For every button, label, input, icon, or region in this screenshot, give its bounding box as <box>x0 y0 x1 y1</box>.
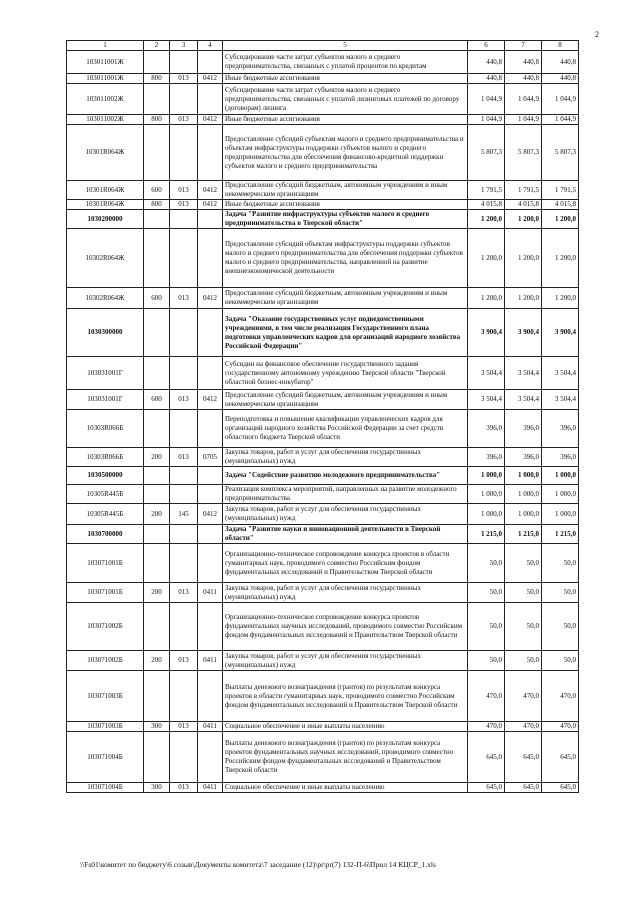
cell-value-1: 50,0 <box>468 544 505 583</box>
cell-dept: 013 <box>170 583 198 603</box>
cell-value-1: 440,8 <box>468 74 505 84</box>
cell-value-1: 3 900,4 <box>468 309 505 357</box>
table-row <box>67 525 579 544</box>
cell-section <box>198 525 223 544</box>
cell-code: 1030300000 <box>67 309 144 357</box>
cell-description: Предоставление субсидий объектам инфраструктуры поддержки субъектов малого и среднего предпринимательства для обеспечения поддержки субъектов малого и среднего предпринимательства, направленной на развитие внешнеэкономической деятельности <box>223 229 468 288</box>
cell-value-2: 440,8 <box>505 74 542 84</box>
table-row <box>67 671 579 722</box>
cell-description: Иные бюджетные ассигнования <box>223 115 468 125</box>
column-header: 3 <box>170 41 198 51</box>
cell-dept <box>170 357 198 390</box>
cell-value-3: 440,8 <box>542 51 579 74</box>
table-row <box>67 309 579 357</box>
cell-value-1: 645,0 <box>468 783 505 793</box>
table-row <box>67 51 579 74</box>
cell-code: 10305R445Б <box>67 485 144 504</box>
cell-dept <box>170 309 198 357</box>
cell-value-1: 1 000,0 <box>468 485 505 504</box>
cell-section <box>198 210 223 229</box>
cell-value-2: 1 200,0 <box>505 210 542 229</box>
cell-description: Закупка товаров, работ и услуг для обеспечения государственных (муниципальных) нужд <box>223 504 468 525</box>
cell-type: 200 <box>144 448 170 467</box>
table-row <box>67 448 579 467</box>
cell-value-1: 50,0 <box>468 651 505 671</box>
table-row <box>67 603 579 651</box>
cell-code: 103071004Б <box>67 732 144 783</box>
cell-code: 103071003Б <box>67 722 144 732</box>
cell-section: 0412 <box>198 74 223 84</box>
cell-code: 103031001Г <box>67 357 144 390</box>
cell-dept <box>170 485 198 504</box>
cell-code: 103011001Ж <box>67 51 144 74</box>
cell-value-3: 1 200,0 <box>542 229 579 288</box>
cell-section <box>198 229 223 288</box>
cell-type: 800 <box>144 115 170 125</box>
cell-value-3: 1 000,0 <box>542 504 579 525</box>
table-row <box>67 229 579 288</box>
cell-value-2: 645,0 <box>505 732 542 783</box>
cell-value-2: 396,0 <box>505 448 542 467</box>
table-row <box>67 732 579 783</box>
cell-code: 103071004Б <box>67 783 144 793</box>
cell-value-2: 50,0 <box>505 544 542 583</box>
budget-table <box>66 40 579 793</box>
cell-value-3: 3 504,4 <box>542 357 579 390</box>
cell-value-3: 1 215,0 <box>542 525 579 544</box>
cell-description: Организационно-техническое сопровождение конкурса проектов фундаментальных научных исследований, проводимого совместно Российским фондом фундаментальных исследований и Правительством Тверской области <box>223 603 468 651</box>
cell-code: 10303R066Б <box>67 410 144 448</box>
cell-value-2: 1 000,0 <box>505 485 542 504</box>
cell-value-1: 3 504,4 <box>468 357 505 390</box>
table-row <box>67 288 579 309</box>
cell-section: 0412 <box>198 181 223 200</box>
table-row <box>67 504 579 525</box>
cell-dept: 013 <box>170 181 198 200</box>
cell-section <box>198 485 223 504</box>
cell-value-3: 1 200,0 <box>542 288 579 309</box>
cell-value-1: 645,0 <box>468 732 505 783</box>
cell-value-2: 3 504,4 <box>505 390 542 410</box>
cell-value-2: 4 015,8 <box>505 200 542 210</box>
cell-description: Задача "Оказание государственных услуг подведомственными учреждениями, в том числе реализация Государственного плана подготовки управленческих кадров для организаций народного хозяйства Российской Федерации" <box>223 309 468 357</box>
cell-type <box>144 51 170 74</box>
table-row <box>67 181 579 200</box>
cell-value-3: 1 791,5 <box>542 181 579 200</box>
table-row <box>67 485 579 504</box>
cell-dept <box>170 544 198 583</box>
cell-code: 10301R064Ж <box>67 181 144 200</box>
cell-type <box>144 410 170 448</box>
cell-description: Предоставление субсидий бюджетным, автономным учреждениям и иным некоммерческим организациям <box>223 181 468 200</box>
cell-value-3: 396,0 <box>542 448 579 467</box>
cell-type <box>144 485 170 504</box>
cell-code: 10301R064Ж <box>67 200 144 210</box>
cell-section: 0705 <box>198 448 223 467</box>
cell-value-2: 1 044,9 <box>505 84 542 115</box>
cell-type: 800 <box>144 74 170 84</box>
cell-value-3: 470,0 <box>542 671 579 722</box>
cell-section <box>198 410 223 448</box>
cell-type: 200 <box>144 583 170 603</box>
cell-description: Задача "Содействие развитию молодежного предпринимательства" <box>223 467 468 485</box>
cell-value-1: 50,0 <box>468 603 505 651</box>
cell-value-3: 1 000,0 <box>542 467 579 485</box>
cell-type <box>144 544 170 583</box>
cell-type: 300 <box>144 722 170 732</box>
table-row <box>67 210 579 229</box>
cell-value-3: 50,0 <box>542 583 579 603</box>
cell-section: 0412 <box>198 390 223 410</box>
file-path-footer: \\Fs01\комитет по бюджету\6 созыв\Документы комитета\7 заседание (12)\pr\pr(7) 132-П-6\Прил 14 КЦСР_1.xls <box>80 860 436 869</box>
cell-type <box>144 210 170 229</box>
cell-section: 0411 <box>198 722 223 732</box>
cell-code: 103071002Б <box>67 651 144 671</box>
cell-value-1: 1 200,0 <box>468 229 505 288</box>
cell-description: Закупка товаров, работ и услуг для обеспечения государственных (муниципальных) нужд <box>223 583 468 603</box>
cell-value-2: 1 200,0 <box>505 288 542 309</box>
cell-value-3: 1 044,9 <box>542 115 579 125</box>
cell-value-3: 3 900,4 <box>542 309 579 357</box>
cell-type <box>144 467 170 485</box>
cell-section <box>198 603 223 651</box>
cell-description: Предоставление субсидий бюджетным, автономным учреждениям и иным некоммерческим организациям <box>223 390 468 410</box>
cell-description: Иные бюджетные ассигнования <box>223 74 468 84</box>
cell-section <box>198 51 223 74</box>
cell-dept <box>170 51 198 74</box>
cell-value-3: 50,0 <box>542 651 579 671</box>
cell-section <box>198 125 223 181</box>
table-row <box>67 125 579 181</box>
cell-description: Задача "Развитие инфраструктуры субъектов малого и среднего предпринимательства в Тверской области" <box>223 210 468 229</box>
cell-value-1: 1 791,5 <box>468 181 505 200</box>
cell-description: Субсидирование части затрат субъектов малого и среднего предпринимательства, связанных с уплатой лизинговых платежей по договору (договорам) лизинга <box>223 84 468 115</box>
cell-code: 10303R066Б <box>67 448 144 467</box>
cell-section: 0412 <box>198 288 223 309</box>
cell-value-1: 396,0 <box>468 410 505 448</box>
cell-type: 800 <box>144 200 170 210</box>
cell-value-1: 1 215,0 <box>468 525 505 544</box>
cell-dept <box>170 732 198 783</box>
cell-value-2: 1 791,5 <box>505 181 542 200</box>
cell-section: 0412 <box>198 200 223 210</box>
cell-dept <box>170 603 198 651</box>
cell-value-2: 440,8 <box>505 51 542 74</box>
cell-value-2: 1 000,0 <box>505 467 542 485</box>
cell-value-2: 1 044,9 <box>505 115 542 125</box>
cell-value-1: 1 000,0 <box>468 467 505 485</box>
cell-dept <box>170 125 198 181</box>
cell-section: 0412 <box>198 115 223 125</box>
cell-code: 103071003Б <box>67 671 144 722</box>
cell-value-2: 50,0 <box>505 583 542 603</box>
cell-dept <box>170 84 198 115</box>
cell-value-3: 4 015,8 <box>542 200 579 210</box>
column-header: 7 <box>505 41 542 51</box>
cell-description: Субсидии на финансовое обеспечение государственного задания государственному автономному учреждению Тверской области "Тверской областной бизнес-инкубатор" <box>223 357 468 390</box>
cell-dept: 013 <box>170 390 198 410</box>
cell-value-2: 5 807,3 <box>505 125 542 181</box>
cell-code: 103011002Ж <box>67 84 144 115</box>
cell-type <box>144 671 170 722</box>
cell-section <box>198 544 223 583</box>
cell-type: 600 <box>144 390 170 410</box>
cell-value-3: 3 504,4 <box>542 390 579 410</box>
cell-dept: 013 <box>170 783 198 793</box>
cell-value-3: 1 000,0 <box>542 485 579 504</box>
cell-value-2: 50,0 <box>505 651 542 671</box>
cell-value-1: 50,0 <box>468 583 505 603</box>
cell-description: Субсидирование части затрат субъектов малого и среднего предпринимательства, связанных с уплатой процентов по кредитам <box>223 51 468 74</box>
table-row <box>67 115 579 125</box>
cell-value-1: 1 044,9 <box>468 115 505 125</box>
cell-description: Выплаты денежного вознаграждения (грантов) по результатам конкурса проектов в области гуманитарных наук, проводимого совместно Российским фондом фундаментальных исследований и Правительством Тверской области <box>223 671 468 722</box>
cell-type <box>144 229 170 288</box>
cell-description: Социальное обеспечение и иные выплаты населению <box>223 722 468 732</box>
cell-description: Выплаты денежного вознаграждения (грантов) по результатам конкурса проектов фундаментальных научных исследований, проводимого совместно Российским фондом фундаментальных исследований и Правительством Тверской области <box>223 732 468 783</box>
cell-code: 1030200000 <box>67 210 144 229</box>
column-header: 5 <box>223 41 468 51</box>
cell-section: 0411 <box>198 651 223 671</box>
cell-code: 10302R064Ж <box>67 288 144 309</box>
cell-value-1: 1 044,9 <box>468 84 505 115</box>
cell-description: Предоставление субсидий бюджетным, автономным учреждениям и иным некоммерческим организациям <box>223 288 468 309</box>
table-row <box>67 84 579 115</box>
cell-code: 10302R064Ж <box>67 229 144 288</box>
cell-code: 10301R064Ж <box>67 125 144 181</box>
cell-value-3: 645,0 <box>542 783 579 793</box>
cell-section <box>198 84 223 115</box>
cell-section <box>198 309 223 357</box>
cell-type <box>144 125 170 181</box>
cell-section: 0412 <box>198 504 223 525</box>
column-header: 4 <box>198 41 223 51</box>
cell-code: 103011001Ж <box>67 74 144 84</box>
column-header: 2 <box>144 41 170 51</box>
cell-type <box>144 603 170 651</box>
cell-code: 1030500000 <box>67 467 144 485</box>
cell-type: 200 <box>144 504 170 525</box>
cell-value-1: 1 000,0 <box>468 504 505 525</box>
column-header: 1 <box>67 41 144 51</box>
cell-value-2: 396,0 <box>505 410 542 448</box>
cell-description: Социальное обеспечение и иные выплаты населению <box>223 783 468 793</box>
table-row <box>67 390 579 410</box>
cell-value-3: 440,8 <box>542 74 579 84</box>
column-header: 6 <box>468 41 505 51</box>
cell-description: Иные бюджетные ассигнования <box>223 200 468 210</box>
cell-code: 103071001Б <box>67 583 144 603</box>
cell-value-3: 5 807,3 <box>542 125 579 181</box>
cell-dept <box>170 671 198 722</box>
cell-dept: 013 <box>170 722 198 732</box>
cell-description: Закупка товаров, работ и услуг для обеспечения государственных (муниципальных) нужд <box>223 651 468 671</box>
cell-dept: 013 <box>170 448 198 467</box>
cell-description: Задача "Развитие науки и инновационной деятельности в Тверской области" <box>223 525 468 544</box>
cell-value-2: 3 900,4 <box>505 309 542 357</box>
cell-value-1: 396,0 <box>468 448 505 467</box>
cell-dept <box>170 229 198 288</box>
table-row <box>67 200 579 210</box>
cell-type <box>144 525 170 544</box>
cell-section <box>198 732 223 783</box>
cell-value-1: 470,0 <box>468 671 505 722</box>
cell-value-1: 1 200,0 <box>468 288 505 309</box>
cell-type <box>144 357 170 390</box>
cell-value-3: 645,0 <box>542 732 579 783</box>
cell-dept: 013 <box>170 288 198 309</box>
cell-section <box>198 671 223 722</box>
cell-type: 600 <box>144 181 170 200</box>
cell-value-2: 470,0 <box>505 722 542 732</box>
cell-section: 0411 <box>198 583 223 603</box>
cell-value-3: 470,0 <box>542 722 579 732</box>
cell-type <box>144 84 170 115</box>
table-row <box>67 651 579 671</box>
cell-value-2: 3 504,4 <box>505 357 542 390</box>
table-row <box>67 467 579 485</box>
cell-dept: 013 <box>170 200 198 210</box>
cell-dept: 145 <box>170 504 198 525</box>
cell-dept: 013 <box>170 651 198 671</box>
page-number: 2 <box>595 30 599 39</box>
cell-dept <box>170 525 198 544</box>
cell-value-2: 470,0 <box>505 671 542 722</box>
cell-dept <box>170 210 198 229</box>
table-row <box>67 544 579 583</box>
cell-type: 300 <box>144 783 170 793</box>
cell-value-3: 1 044,9 <box>542 84 579 115</box>
cell-code: 1030700000 <box>67 525 144 544</box>
cell-type <box>144 309 170 357</box>
cell-description: Реализация комплекса мероприятий, направленных на развитие молодежного предпринимательства <box>223 485 468 504</box>
cell-value-1: 470,0 <box>468 722 505 732</box>
cell-section <box>198 357 223 390</box>
cell-section <box>198 467 223 485</box>
table-row <box>67 74 579 84</box>
cell-value-3: 50,0 <box>542 544 579 583</box>
table-row <box>67 722 579 732</box>
cell-value-3: 396,0 <box>542 410 579 448</box>
cell-code: 103071001Б <box>67 544 144 583</box>
table-row <box>67 783 579 793</box>
cell-value-1: 4 015,8 <box>468 200 505 210</box>
cell-value-1: 440,8 <box>468 51 505 74</box>
table-row <box>67 583 579 603</box>
cell-code: 10305R445Б <box>67 504 144 525</box>
cell-value-1: 5 807,3 <box>468 125 505 181</box>
cell-description: Переподготовка и повышение квалификации управленческих кадров для организаций народного хозяйства Российской Федерации за счет средств областного бюджета Тверской области <box>223 410 468 448</box>
cell-value-3: 1 200,0 <box>542 210 579 229</box>
cell-type <box>144 732 170 783</box>
cell-value-1: 3 504,4 <box>468 390 505 410</box>
cell-dept: 013 <box>170 74 198 84</box>
header-row <box>67 41 579 51</box>
cell-code: 103031001Г <box>67 390 144 410</box>
cell-code: 103071002Б <box>67 603 144 651</box>
cell-description: Предоставление субсидий субъектам малого и среднего предпринимательства и объектам инфраструктуры поддержки субъектов малого и среднего предпринимательства для обеспечения финансово-кредитной поддержки субъектов малого и среднего предпринимательства <box>223 125 468 181</box>
cell-value-2: 1 000,0 <box>505 504 542 525</box>
cell-value-2: 645,0 <box>505 783 542 793</box>
cell-type: 200 <box>144 651 170 671</box>
cell-dept <box>170 467 198 485</box>
cell-value-2: 1 215,0 <box>505 525 542 544</box>
cell-value-1: 1 200,0 <box>468 210 505 229</box>
cell-description: Организационно-техническое сопровождение конкурса проектов в области гуманитарных наук, проводимого совместно Российским фондом фундаментальных исследований и Правительством Тверской области <box>223 544 468 583</box>
cell-value-3: 50,0 <box>542 603 579 651</box>
table-row <box>67 410 579 448</box>
table-row <box>67 357 579 390</box>
cell-section: 0411 <box>198 783 223 793</box>
cell-value-2: 1 200,0 <box>505 229 542 288</box>
cell-type: 600 <box>144 288 170 309</box>
cell-dept <box>170 410 198 448</box>
cell-dept: 013 <box>170 115 198 125</box>
cell-code: 103011002Ж <box>67 115 144 125</box>
cell-value-2: 50,0 <box>505 603 542 651</box>
column-header: 8 <box>542 41 579 51</box>
cell-description: Закупка товаров, работ и услуг для обеспечения государственных (муниципальных) нужд <box>223 448 468 467</box>
